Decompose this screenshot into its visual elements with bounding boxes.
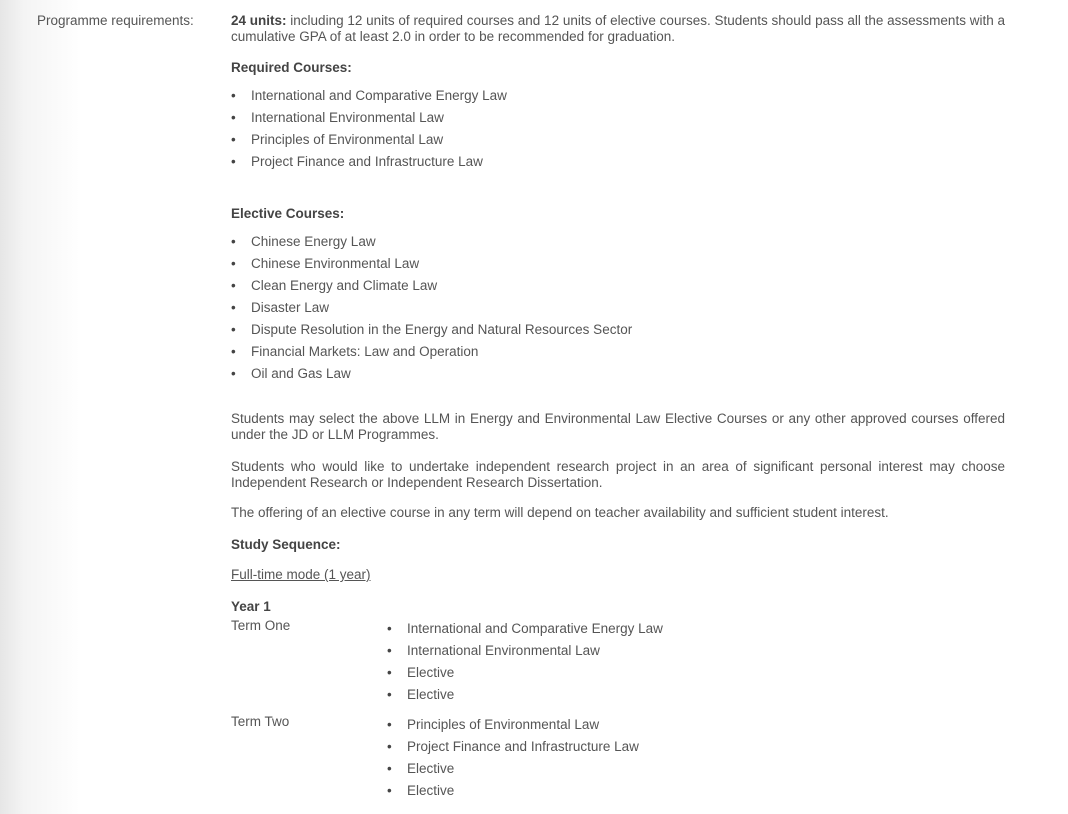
programme-requirements-label: Programme requirements: <box>37 13 194 28</box>
elective-courses-list <box>231 231 1005 385</box>
list-item: • Elective <box>387 662 1005 684</box>
list-item: • Oil and Gas Law <box>231 363 1005 385</box>
list-item: • International Environmental Law <box>387 640 1005 662</box>
full-time-mode-link[interactable]: Full-time mode (1 year) <box>231 567 371 582</box>
term-two-row <box>231 714 1005 802</box>
term-one-list <box>387 618 1005 706</box>
list-item: • Dispute Resolution in the Energy and Natural Resources Sector <box>231 319 1005 341</box>
list-item: • Project Finance and Infrastructure Law <box>387 736 1005 758</box>
list-item: • Clean Energy and Climate Law <box>231 275 1005 297</box>
study-sequence-heading: Study Sequence: <box>231 537 341 552</box>
list-item: • Project Finance and Infrastructure Law <box>231 151 1005 173</box>
list-item: • International Environmental Law <box>231 107 1005 129</box>
list-item: • Principles of Environmental Law <box>231 129 1005 151</box>
list-item: • Elective <box>387 758 1005 780</box>
term-one-label: Term One <box>231 618 291 633</box>
units-bold: 24 units: <box>231 13 287 28</box>
list-item: • Disaster Law <box>231 297 1005 319</box>
list-item: • Elective <box>387 780 1005 802</box>
required-courses-heading: Required Courses: <box>231 60 352 75</box>
year-heading: Year 1 <box>231 599 271 614</box>
list-item: • Elective <box>387 684 1005 706</box>
list-item: • International and Comparative Energy Law <box>231 85 1005 107</box>
elective-courses-heading: Elective Courses: <box>231 206 345 221</box>
notes-paragraph-2: Students who would like to undertake independent research project in an area of significant personal interest may choose Independent Research or Independent Research Dissertation. <box>231 459 1005 490</box>
main-content <box>231 13 1005 802</box>
list-item: • International and Comparative Energy Law <box>387 618 1005 640</box>
term-two-list <box>387 714 1005 802</box>
list-item: • Chinese Energy Law <box>231 231 1005 253</box>
term-one-row <box>231 618 1005 706</box>
units-paragraph <box>231 13 1005 45</box>
list-item: • Principles of Environmental Law <box>387 714 1005 736</box>
units-text: including 12 units of required courses and 12 units of elective courses. Students should pass all the assessments with a cumulative GPA of at least 2.0 in order to be recommended for graduation. <box>231 13 1005 44</box>
notes-paragraph-3: The offering of an elective course in any term will depend on teacher availability and sufficient student interest. <box>231 505 889 520</box>
list-item: • Financial Markets: Law and Operation <box>231 341 1005 363</box>
notes-paragraph-1: Students may select the above LLM in Energy and Environmental Law Elective Courses or any other approved courses offered under the JD or LLM Programmes. <box>231 411 1005 442</box>
page-left-shadow <box>0 0 80 814</box>
list-item: • Chinese Environmental Law <box>231 253 1005 275</box>
required-courses-list <box>231 85 1005 173</box>
term-two-label: Term Two <box>231 714 290 729</box>
